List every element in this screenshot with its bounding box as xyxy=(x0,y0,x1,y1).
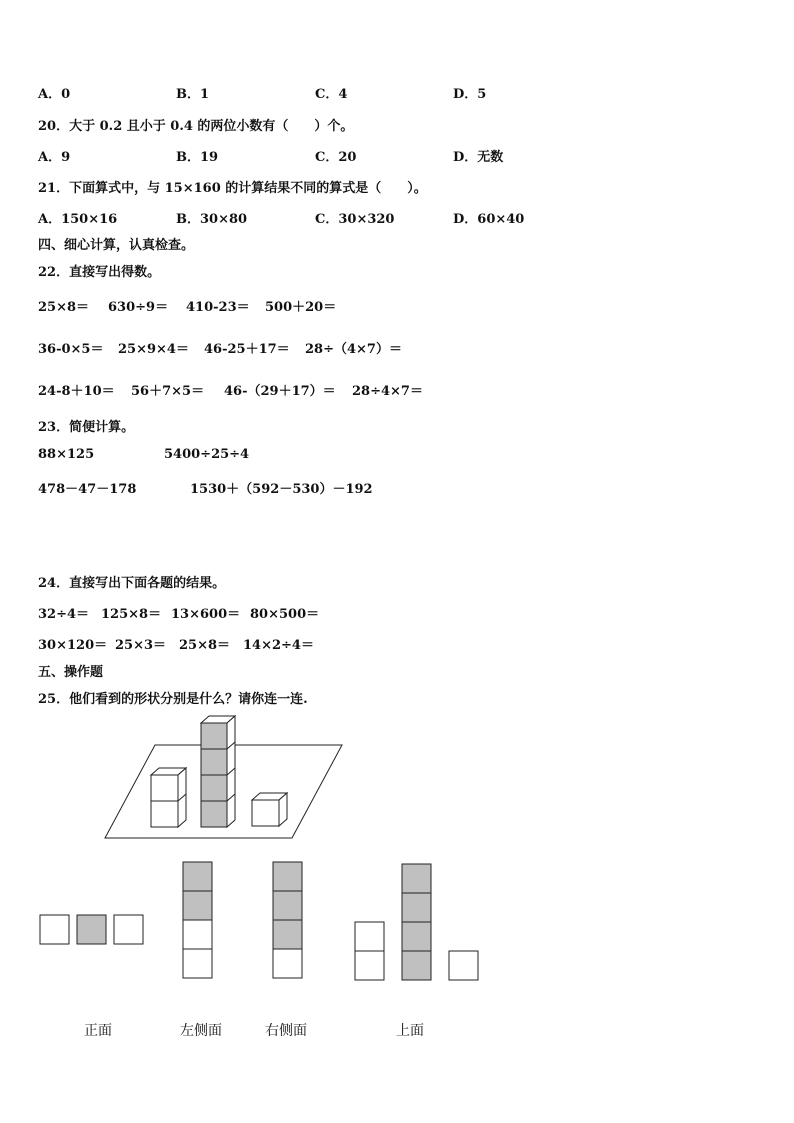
q22-item: 24-8＋10＝ xyxy=(38,384,115,399)
label-right-side-view[interactable]: 右侧面 xyxy=(265,1023,307,1039)
q22-item: 500＋20＝ xyxy=(265,300,337,315)
q22-item: 46-25＋17＝ xyxy=(204,342,290,357)
q23-item: 1530＋（592－530）－192 xyxy=(190,482,373,497)
q21-option-a[interactable]: A．150×16 xyxy=(38,212,118,227)
label-left-side-view[interactable]: 左侧面 xyxy=(180,1023,222,1039)
q23-question: 23．简便计算。 xyxy=(38,420,135,435)
q22-item: 28÷（4×7）＝ xyxy=(305,342,402,357)
q24-item: 25×3＝ xyxy=(115,638,167,653)
q23-item: 478－47－178 xyxy=(38,482,137,497)
base-plane xyxy=(105,745,342,838)
q21-option-b[interactable]: B．30×80 xyxy=(176,212,248,227)
q25-question: 25．他们看到的形状分别是什么？请你连一连. xyxy=(38,692,308,707)
section-4-title: 四、细心计算，认真检查。 xyxy=(38,238,195,253)
q19-option-a[interactable]: A．0 xyxy=(38,87,71,102)
q24-item: 32÷4＝ xyxy=(38,607,90,622)
view-option-1 xyxy=(40,915,143,944)
q23-item: 5400÷25÷4 xyxy=(164,447,250,462)
q22-question: 22．直接写出得数。 xyxy=(38,265,161,280)
q24-item: 80×500＝ xyxy=(250,607,320,622)
q20-options xyxy=(38,146,598,164)
q22-item: 410-23＝ xyxy=(186,300,250,315)
q19-option-b[interactable]: B．1 xyxy=(176,87,210,102)
view-option-2 xyxy=(183,862,212,978)
q20-option-b[interactable]: B．19 xyxy=(176,150,219,165)
left-stack xyxy=(151,768,186,827)
q24-item: 13×600＝ xyxy=(171,607,241,622)
q21-option-d[interactable]: D．60×40 xyxy=(453,212,525,227)
q20-question: 20．大于 0.2 且小于 0.4 的两位小数有（ ）个。 xyxy=(38,119,354,134)
label-front-view[interactable]: 正面 xyxy=(84,1023,112,1039)
q24-item: 25×8＝ xyxy=(179,638,231,653)
q19-option-c[interactable]: C．4 xyxy=(315,87,348,102)
q24-question: 24．直接写出下面各题的结果。 xyxy=(38,576,226,591)
q20-option-d[interactable]: D．无数 xyxy=(453,150,504,165)
view-option-4 xyxy=(355,864,478,980)
label-top-view[interactable]: 上面 xyxy=(396,1023,424,1039)
q19-options xyxy=(38,83,598,101)
q20-option-c[interactable]: C．20 xyxy=(315,150,357,165)
q21-option-c[interactable]: C．30×320 xyxy=(315,212,395,227)
q22-item: 56＋7×5＝ xyxy=(131,384,205,399)
q22-item: 25×8＝ xyxy=(38,300,90,315)
q22-item: 25×9×4＝ xyxy=(118,342,189,357)
q22-item: 46-（29＋17）＝ xyxy=(224,384,336,399)
q24-item: 30×120＝ xyxy=(38,638,108,653)
q22-item: 630÷9＝ xyxy=(108,300,169,315)
q21-question: 21．下面算式中，与 15×160 的计算结果不同的算式是（ ）。 xyxy=(38,181,427,196)
tall-stack xyxy=(201,716,235,827)
q23-item: 88×125 xyxy=(38,447,95,462)
q24-item: 14×2÷4＝ xyxy=(243,638,314,653)
q22-item: 36-0×5＝ xyxy=(38,342,104,357)
q19-option-d[interactable]: D．5 xyxy=(453,87,487,102)
q24-item: 125×8＝ xyxy=(101,607,162,622)
q22-item: 28÷4×7＝ xyxy=(352,384,423,399)
section-5-title: 五、操作题 xyxy=(38,665,104,680)
q20-option-a[interactable]: A．9 xyxy=(38,150,71,165)
q21-options xyxy=(38,208,598,226)
single-cube xyxy=(252,793,287,826)
view-option-3 xyxy=(273,862,302,978)
